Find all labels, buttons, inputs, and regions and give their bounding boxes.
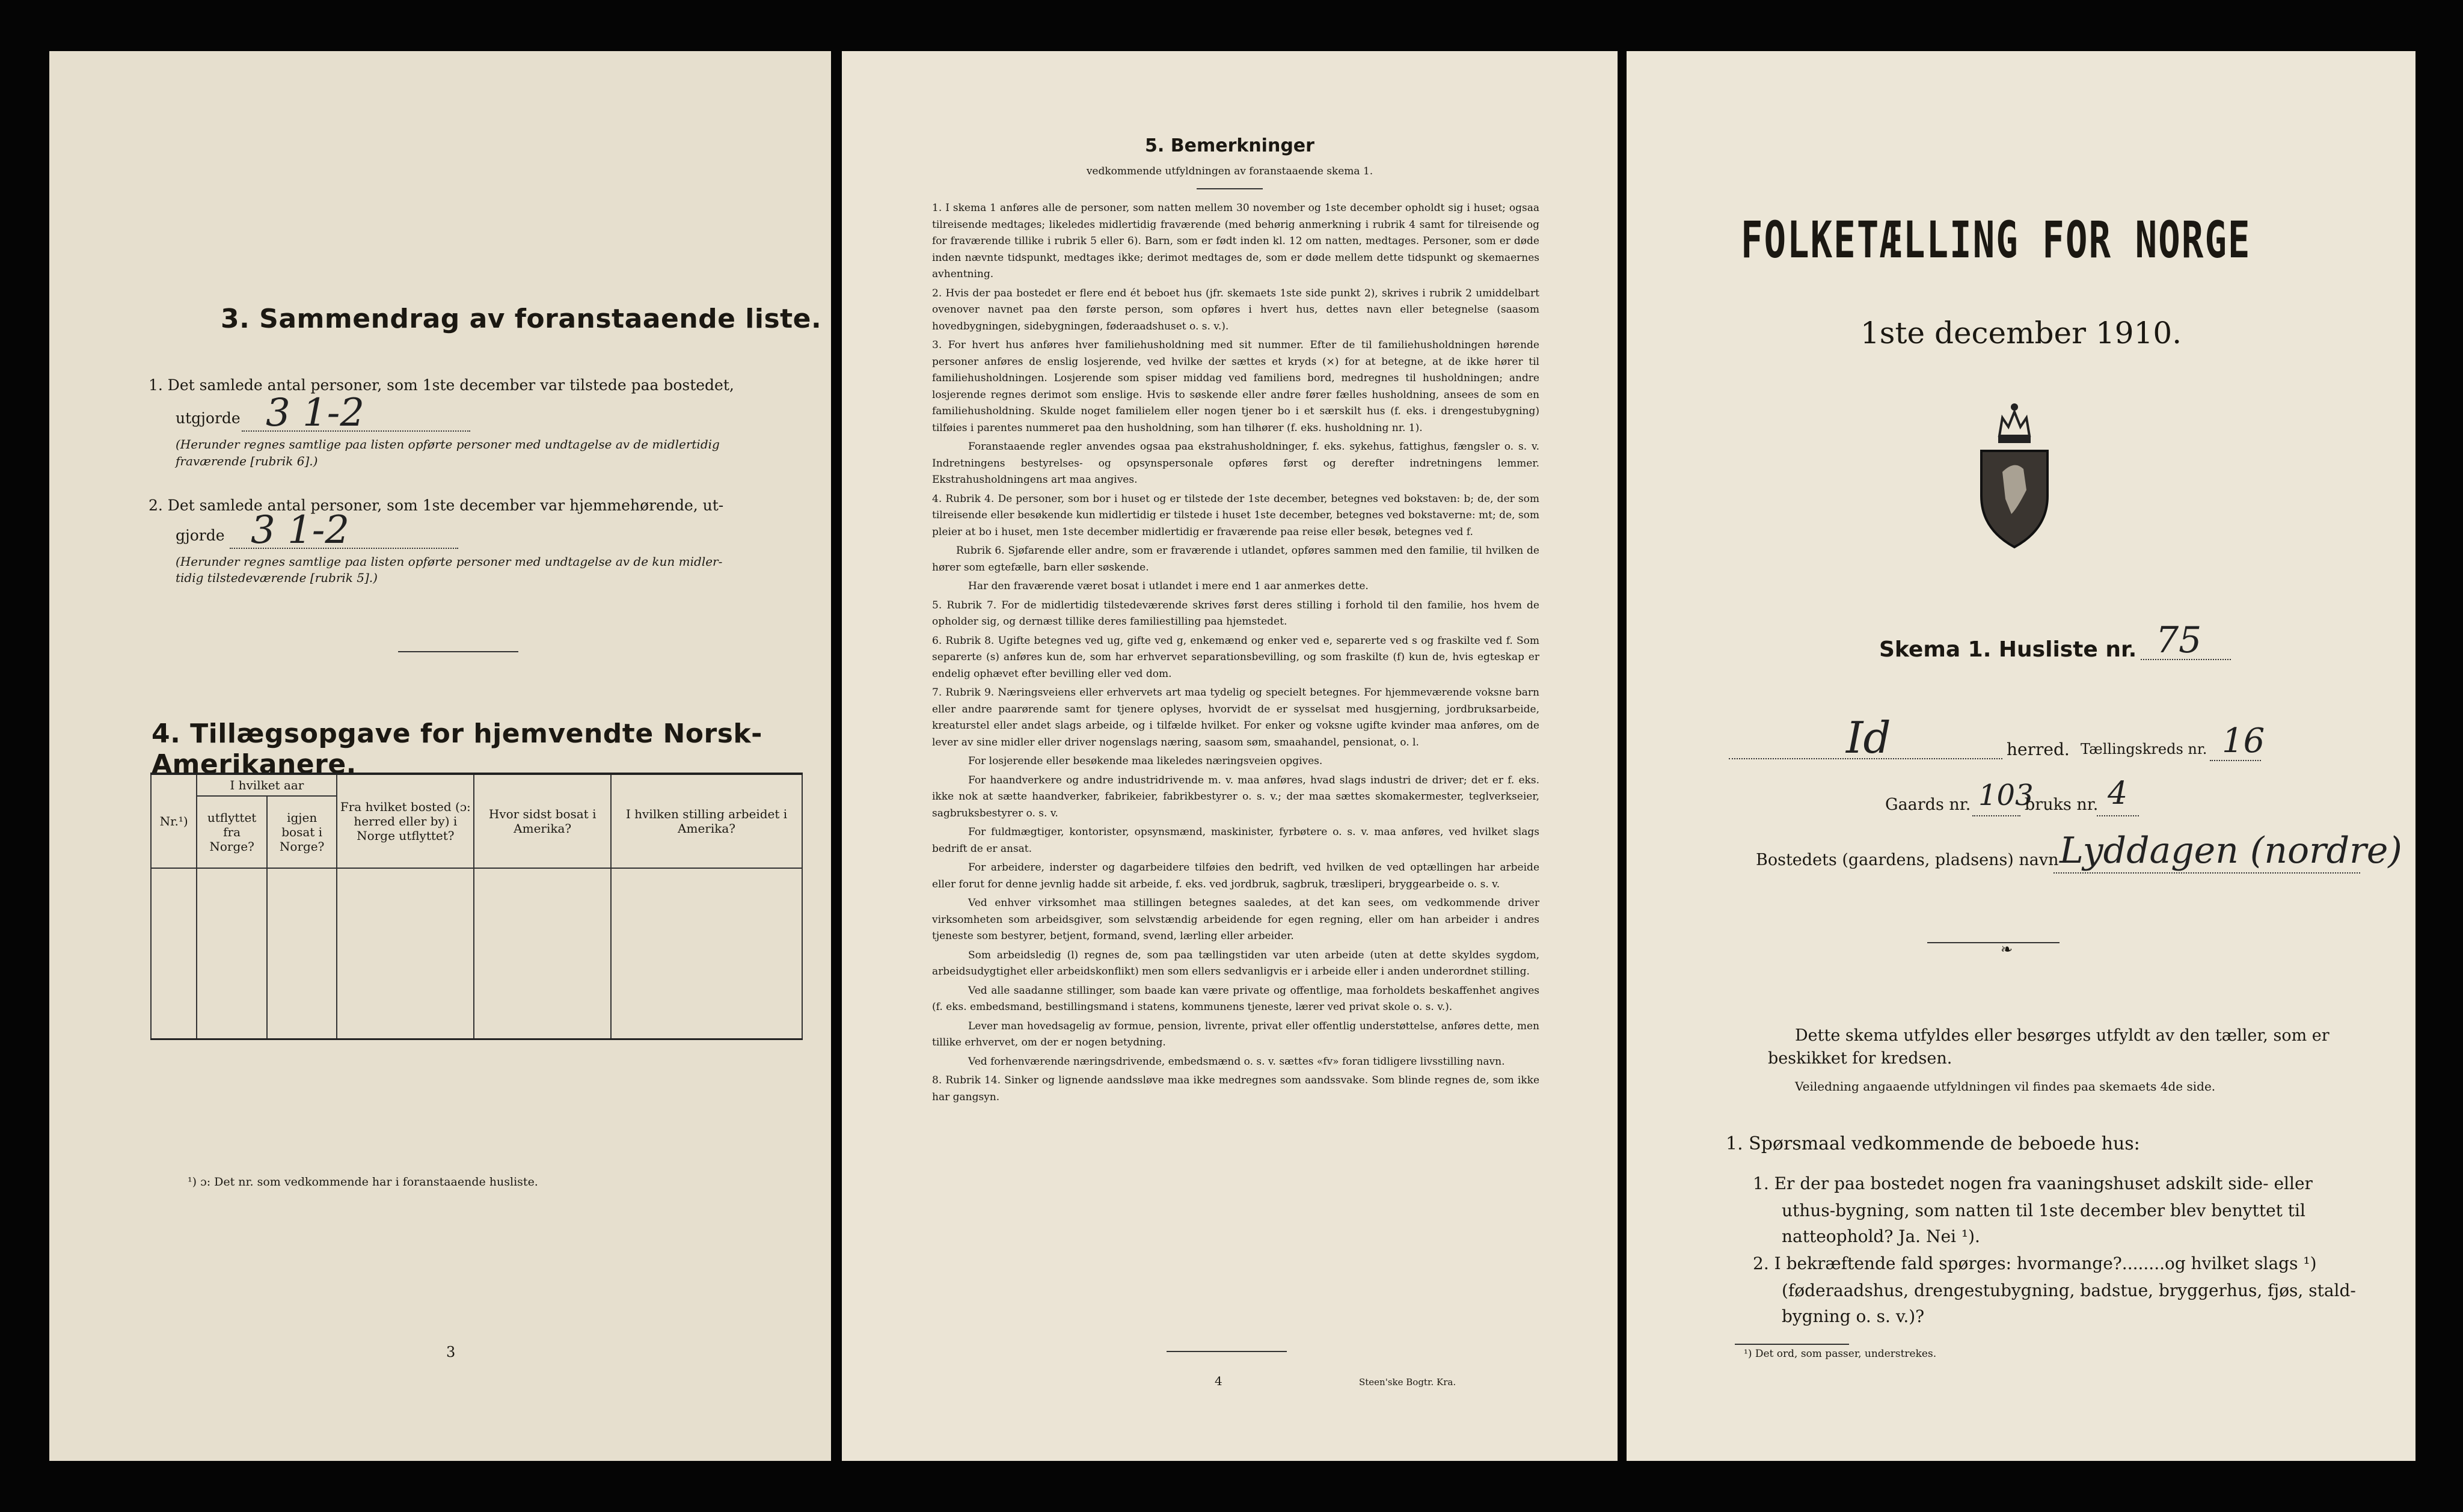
item2-label: gjorde [176, 527, 225, 544]
table-cell [197, 868, 267, 1039]
page-number: 3 [446, 1344, 456, 1360]
remark-item: 3. For hvert hus anføres hver familiehusholdning med sit nummer. Efter de til familiehusholdningen hørende personer anføres de enslig losjerende, ved hvilke der sættes et kryds (×) for at betegne, at de ikke hører til familiehusholdningen. Losjerende som spiser middag ved familiens bord, medregnes til husholdningen; andre losjerende regnes derimot som enslige. Hvis to søskende eller andre fører fælles husholdning, ansees de som en familiehusholdning. Skulde noget familielem eller nogen tjener bo i et særskilt hus (f. eks. i drengestubygning) tilføies i parentes nummeret paa den husholdning, som han tilhører (f. eks. husholdning nr. 1). [932, 339, 1539, 434]
header-nr: Nr.¹) [151, 774, 197, 868]
bruks-nr-value: 4 [2108, 776, 2128, 812]
right-footnote: ¹) Det ord, som passer, understrekes. [1744, 1348, 1937, 1360]
remark-item: For arbeidere, inderster og dagarbeidere tilføies den bedrift, ved hvilken de ved optællingen har arbeide eller forut for denne jevnlig hadde sit arbeide, f. eks. ved jordbruk, sagbruk, træsliperi, bryggearbeide o. s. v. [932, 862, 1539, 890]
item1-label: utgjorde [176, 409, 241, 427]
header-group: I hvilket aar [197, 774, 337, 796]
item1-note1: (Herunder regnes samtlige paa listen opførte personer med undtagelse av de midlertidig [176, 437, 720, 451]
bosted-label: Bostedets (gaardens, pladsens) navn [1756, 851, 2059, 869]
right-page [1627, 51, 2415, 1461]
kreds-label: Tællingskreds nr. [2081, 741, 2207, 758]
remarks-subtitle: vedkommende utfyldningen av foranstaaende skema 1. [1086, 165, 1373, 177]
table-cell [337, 868, 474, 1039]
remark-item: Ved forhenværende næringsdrivende, embedsmænd o. s. v. sættes «fv» foran tidligere livsstilling navn. [968, 1055, 1505, 1068]
table-cell [151, 868, 197, 1039]
question2-line1: 2. I bekræftende fald spørges: hvormange?........og hvilket slags ¹) [1753, 1253, 2317, 1273]
remark-item: For losjerende eller besøkende maa likeledes næringsveien opgives. [968, 755, 1323, 767]
table-cell [267, 868, 337, 1039]
header-stilling: I hvilken stilling arbeidet i Amerika? [611, 774, 802, 868]
question1-line1: 1. Er der paa bostedet nogen fra vaaningshuset adskilt side- eller [1753, 1174, 2313, 1193]
header-utflyttet: utflyttet fra Norge? [197, 796, 267, 868]
census-date: 1ste december 1910. [1860, 316, 2182, 350]
table-cell [611, 868, 802, 1039]
table-footnote: ¹) ɔ: Det nr. som vedkommende har i foranstaaende husliste. [188, 1175, 538, 1189]
guide-note: Veiledning angaaende utfyldningen vil findes paa skemaets 4de side. [1795, 1079, 2216, 1094]
remark-item: Som arbeidsledig (l) regnes de, som paa tællingstiden var uten arbeide (uten at dette skyldes sygdom, arbeidsudygtighet eller arbeidskonflikt) men som ellers sedvanligvis er i arbeide eller i anden underordnet stilling. [932, 949, 1539, 978]
section3-title: 3. Sammendrag av foranstaaende liste. [221, 304, 822, 334]
remark-item: For fuldmægtiger, kontorister, opsynsmænd, maskinister, fyrbøtere o. s. v. maa anføres, ved hvilket slags bedrift de er ansat. [932, 826, 1539, 855]
bosted-value: Lyddagen (nordre) [2060, 830, 2402, 872]
norsk-amerikanere-table [150, 773, 803, 1040]
herred-label: herred. [2007, 739, 2070, 759]
remark-item: 2. Hvis der paa bostedet er flere end ét beboet hus (jfr. skemaets 1ste side punkt 2), skrives i rubrik 2 umiddelbart ovenover navnet paa den første person, som opføres i hvert hus, dettes navn eller betegnelse (saasom hovedbygningen, sidebygningen, føderaadshuset o. s. v.). [932, 287, 1539, 332]
item2-line1: 2. Det samlede antal personer, som 1ste december var hjemmehørende, ut- [149, 497, 724, 514]
remark-item: 1. I skema 1 anføres alle de personer, som natten mellem 30 november og 1ste december opholdt sig i huset; ogsaa tilreisende medtages; likeledes midlertidig fraværende (med behørig anmerkning i rubrik 4 samt for tilreisende og for fraværende tillike i rubrik 5 eller 6). Barn, som er født inden kl. 12 om natten, medtages. Personer, som er døde inden nævnte tidspunkt, medtages ikke; derimot medtages de, som er døde mellem dette tidspunkt og skemaernes avhentning. [932, 202, 1539, 280]
intro-line1: Dette skema utfyldes eller besørges utfyldt av den tæller, som er [1795, 1026, 2330, 1045]
question1-line3: natteophold? Ja. Nei ¹). [1782, 1226, 1980, 1246]
remark-item: 8. Rubrik 14. Sinker og lignende aandssløve maa ikke medregnes som aandssvake. Som blinde regnes de, som ikke har gangsyn. [932, 1074, 1539, 1103]
question2-line2: (føderaadshus, drengestubygning, badstue, bryggerhus, fjøs, stald- [1782, 1281, 2356, 1300]
table-cell [474, 868, 611, 1039]
remark-item: Lever man hovedsagelig av formue, pension, livrente, privat eller offentlig understøttelse, anføres dette, men tillike erhvervet, om der er nogen betydning. [932, 1020, 1539, 1048]
coat-of-arms-icon [1969, 394, 2060, 550]
middle-page [842, 51, 1618, 1461]
remark-item: Foranstaaende regler anvendes ogsaa paa ekstrahusholdninger, f. eks. sykehus, fattighus, fængsler o. s. v. Indretningens bestyrelses- og opsynspersonale opføres først og derefter indretningens lemmer. Ekstrahusholdningens art maa angives. [932, 441, 1539, 486]
remark-item: Ved alle saadanne stillinger, som baade kan være private og offentlige, maa forholdets beskaffenhet angives (f. eks. embedsmand, bestillingsmand i statens, kommunens tjeneste, lærer ved privat skole o. s. v.). [932, 984, 1539, 1013]
item2-note2: tidig tilstedeværende [rubrik 5].) [176, 571, 378, 585]
question1-line2: uthus-bygning, som natten til 1ste december blev benyttet til [1782, 1201, 2305, 1220]
remark-item: Rubrik 6. Sjøfarende eller andre, som er fraværende i utlandet, opføres sammen med den familie, til hvilken de hører som egtefælle, barn eller søskende. [932, 545, 1539, 574]
divider [398, 651, 518, 652]
item1-note2: fraværende [rubrik 6].) [176, 454, 318, 468]
gaards-label: Gaards nr. [1885, 795, 1971, 814]
left-page [49, 51, 831, 1461]
header-bosat: igjen bosat i Norge? [267, 796, 337, 868]
remarks-list [932, 200, 1539, 1108]
herred-value: Id [1846, 712, 1891, 763]
printer-mark: Steen'ske Bogtr. Kra. [1359, 1377, 1456, 1388]
item2-note1: (Herunder regnes samtlige paa listen opførte personer med undtagelse av de kun midler- [176, 554, 723, 569]
item1-line1: 1. Det samlede antal personer, som 1ste december var tilstede paa bostedet, [149, 376, 734, 394]
item1-handwritten-value: 3 1-2 [266, 391, 365, 435]
census-title: FOLKETÆLLING FOR NORGE [1741, 210, 2251, 269]
questions-title: 1. Spørsmaal vedkommende de beboede hus: [1726, 1133, 2140, 1154]
section4-title: 4. Tillægsopgave for hjemvendte Norsk-Amerikanere. [152, 718, 762, 780]
header-fra-bosted: Fra hvilket bosted (ɔ: herred eller by) i Norge utflyttet? [337, 774, 474, 868]
schema-label: Skema 1. Husliste nr. [1879, 637, 2137, 662]
bruks-label: bruks nr. [2025, 795, 2099, 814]
remark-item: Ved enhver virksomhet maa stillingen betegnes saaledes, at det kan sees, om vedkommende driver virksomheten som arbeidsgiver, som selvstændig arbeidende for egen regning, eller om han arbeider i andres tjeneste som bestyrer, betjent, formand, svend, lærling eller arbeider. [932, 897, 1539, 942]
page-number: 4 [1215, 1374, 1222, 1388]
item2-handwritten-value: 3 1-2 [251, 508, 350, 552]
kreds-nr-value: 16 [2222, 721, 2265, 761]
intro-line2: beskikket for kredsen. [1768, 1049, 1952, 1068]
remark-item: 6. Rubrik 8. Ugifte betegnes ved ug, gifte ved g, enkemænd og enker ved e, separerte ved s og fraskilte ved f. Som separerte (s) anføres kun de, som har erhvervet separationsbevilling, og som fraskilte (f) kun de, hvis egteskap er endelig ophævet efter bevilling eller ved dom. [932, 634, 1539, 680]
remark-item: Har den fraværende været bosat i utlandet i mere end 1 aar anmerkes dette. [968, 580, 1369, 592]
remark-item: 5. Rubrik 7. For de midlertidig tilstedeværende skrives først deres stilling i forhold til den familie, hos hvem de opholder sig, og dernæst tillike deres familiestilling paa hjemstedet. [932, 599, 1539, 628]
gaards-nr-value: 103 [1978, 779, 2034, 812]
remark-item: 4. Rubrik 4. De personer, som bor i huset og er tilstede der 1ste december, betegnes ved bokstaven: b; de, der som tilreisende eller besøkende kun midlertidig er tilstede i huset 1ste december, betegnes ved bokstaverne: mt; de, som pleier at bo i huset, men 1ste december midlertidig er fraværende paa reise eller besøk, betegnes ved f. [932, 492, 1539, 538]
remark-item: For haandverkere og andre industridrivende m. v. maa anføres, hvad slags industri de driver; det er f. eks. ikke nok at sætte haandverker, fabrikeier, fabrikbestyrer o. s. v.; der maa sættes skomakermester, teglverkseier, sagbruksbestyrer o. s. v. [932, 774, 1539, 819]
remark-item: 7. Rubrik 9. Næringsveiens eller erhvervets art maa tydelig og specielt betegnes. For hjemmeværende voksne barn eller andre paarørende samt for tjenere oplyses, hvorvidt de er sysselsat med husgjerning, jordbruksarbeide, kreaturstel eller andet slags arbeide, og i tilfælde hvilket. For enker og voksne ugifte kvinder maa anføres, om de lever av sine midler eller driver nogenslags næring, saasom søm, smaahandel, pensionat, o. l. [932, 687, 1539, 748]
remarks-title: 5. Bemerkninger [1145, 135, 1314, 156]
header-amerika-bosat: Hvor sidst bosat i Amerika? [474, 774, 611, 868]
question2-line3: bygning o. s. v.)? [1782, 1306, 1925, 1326]
husliste-nr-value: 75 [2156, 619, 2202, 661]
ornament: ❧ [2001, 941, 2013, 958]
